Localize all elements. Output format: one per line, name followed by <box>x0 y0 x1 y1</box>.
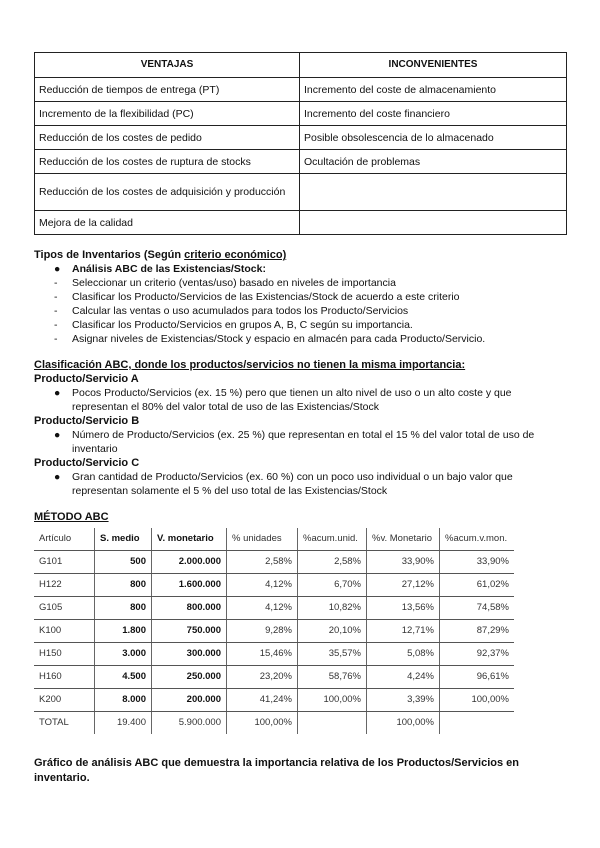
col-pct-acum-unid: %acum.unid. <box>298 528 367 551</box>
pct-acum-unid-cell: 6,70% <box>298 574 367 597</box>
clasificacion-section <box>34 358 566 498</box>
pct-acum-v-mon-cell: 33,90% <box>440 551 515 574</box>
s-medio-cell: 8.000 <box>95 689 152 712</box>
list-item: ● Número de Producto/Servicios (ex. 25 %) que representan en total el 15 % del valor total de uso de inventario <box>54 429 535 455</box>
pct-acum-unid-cell: 2,58% <box>298 551 367 574</box>
pct-v-monetario-cell: 5,08% <box>367 643 440 666</box>
pct-unidades-cell: 4,12% <box>227 597 298 620</box>
list-item: ● Pocos Producto/Servicios (ex. 15 %) pero que tienen un alto nivel de uso o un alto coste y que representan el 80% del valor total de uso de las Existencias/Stock <box>54 387 512 413</box>
list-item: - Asignar niveles de Existencias/Stock y espacio en almacén para cada Producto/Servicio. <box>54 333 486 345</box>
ventaja-cell: Reducción de los costes de pedido <box>35 126 300 150</box>
table-row <box>35 78 567 102</box>
inconveniente-cell <box>300 174 567 211</box>
chart-caption: Gráfico de análisis ABC que demuestra la importancia relativa de los Productos/Servicios en inventario. <box>34 757 519 784</box>
list-item: - Seleccionar un criterio (ventas/uso) basado en niveles de importancia <box>54 277 396 289</box>
pct-acum-v-mon-cell: 92,37% <box>440 643 515 666</box>
pct-v-monetario-cell: 4,24% <box>367 666 440 689</box>
ventaja-cell: Reducción de los costes de ruptura de stocks <box>35 150 300 174</box>
group-a-title: Producto/Servicio A <box>34 373 139 385</box>
metodo-section <box>34 510 566 734</box>
v-monetario-cell: 200.000 <box>152 689 227 712</box>
s-medio-cell: 500 <box>95 551 152 574</box>
articulo-cell: H160 <box>34 666 95 689</box>
articulo-cell: K200 <box>34 689 95 712</box>
v-monetario-cell: 800.000 <box>152 597 227 620</box>
pct-acum-v-mon-cell: 61,02% <box>440 574 515 597</box>
pct-acum-v-mon-cell: 96,61% <box>440 666 515 689</box>
metodo-heading: MÉTODO ABC <box>34 511 109 523</box>
group-a-list <box>34 386 566 414</box>
group-b-title: Producto/Servicio B <box>34 415 140 427</box>
tipos-heading: Tipos de Inventarios (Según criterio económico) <box>34 249 287 261</box>
bullet-icon: ● <box>54 387 61 399</box>
pct-v-monetario-cell: 13,56% <box>367 597 440 620</box>
table-header-row <box>34 528 514 551</box>
s-medio-cell: 4.500 <box>95 666 152 689</box>
abc-method-table <box>34 528 514 734</box>
s-medio-cell: 1.800 <box>95 620 152 643</box>
inconveniente-cell: Posible obsolescencia de lo almacenado <box>300 126 567 150</box>
total-s-medio: 19.400 <box>95 712 152 735</box>
pct-acum-unid-cell: 20,10% <box>298 620 367 643</box>
articulo-cell: G101 <box>34 551 95 574</box>
pct-unidades-cell: 2,58% <box>227 551 298 574</box>
group-b-list <box>34 428 566 456</box>
pct-acum-unid-cell: 10,82% <box>298 597 367 620</box>
pct-acum-v-mon-cell: 87,29% <box>440 620 515 643</box>
dash-icon: - <box>54 291 58 303</box>
clasificacion-heading: Clasificación ABC, donde los productos/servicios no tienen la misma importancia: <box>34 359 466 371</box>
s-medio-cell: 3.000 <box>95 643 152 666</box>
dash-icon: - <box>54 333 58 345</box>
group-c-title: Producto/Servicio C <box>34 457 140 469</box>
pct-unidades-cell: 23,20% <box>227 666 298 689</box>
v-monetario-cell: 300.000 <box>152 643 227 666</box>
header-ventajas: VENTAJAS <box>35 53 300 78</box>
tipos-section <box>34 248 566 346</box>
table-row <box>35 174 567 211</box>
list-item: - Calcular las ventas o uso acumulados para todos los Producto/Servicios <box>54 305 409 317</box>
pct-acum-v-mon-cell: 100,00% <box>440 689 515 712</box>
inconveniente-cell: Incremento del coste financiero <box>300 102 567 126</box>
list-item: ● Análisis ABC de las Existencias/Stock: <box>54 263 266 275</box>
articulo-cell: K100 <box>34 620 95 643</box>
table-row <box>35 211 567 235</box>
criterio-link-text: criterio económico) <box>184 249 287 261</box>
list-item: - Clasificar los Producto/Servicios de las Existencias/Stock de acuerdo a este criterio <box>54 291 460 303</box>
dash-icon: - <box>54 319 58 331</box>
group-c-list <box>34 470 566 498</box>
tipos-bullet-list <box>34 262 566 276</box>
list-item: ● Gran cantidad de Producto/Servicios (ex. 60 %) con un poco uso individual o un bajo valor que representan solamente el 5 % del uso total de las Existencias/Stock <box>54 471 513 497</box>
col-pct-v-monetario: %v. Monetario <box>367 528 440 551</box>
table-header-row <box>35 53 567 78</box>
dash-icon: - <box>54 277 58 289</box>
pct-unidades-cell: 41,24% <box>227 689 298 712</box>
pct-acum-unid-cell: 100,00% <box>298 689 367 712</box>
pct-v-monetario-cell: 33,90% <box>367 551 440 574</box>
advantages-disadvantages-table <box>34 52 567 235</box>
pct-acum-unid-cell: 58,76% <box>298 666 367 689</box>
total-pct-acum-v-mon <box>440 712 515 735</box>
col-v-monetario: V. monetario <box>152 528 227 551</box>
v-monetario-cell: 750.000 <box>152 620 227 643</box>
table-row <box>34 551 514 574</box>
v-monetario-cell: 250.000 <box>152 666 227 689</box>
table-row <box>35 102 567 126</box>
table-row <box>35 150 567 174</box>
v-monetario-cell: 2.000.000 <box>152 551 227 574</box>
bullet-icon: ● <box>54 429 61 441</box>
s-medio-cell: 800 <box>95 574 152 597</box>
total-row <box>34 712 514 735</box>
inconveniente-cell: Incremento del coste de almacenamiento <box>300 78 567 102</box>
list-item: - Clasificar los Producto/Servicios en grupos A, B, C según su importancia. <box>54 319 413 331</box>
dash-icon: - <box>54 305 58 317</box>
pct-unidades-cell: 9,28% <box>227 620 298 643</box>
table-row <box>34 574 514 597</box>
articulo-cell: H122 <box>34 574 95 597</box>
ventaja-cell: Mejora de la calidad <box>35 211 300 235</box>
table-row <box>34 689 514 712</box>
tipos-steps-list <box>34 276 566 346</box>
table-row <box>35 126 567 150</box>
bullet-icon: ● <box>54 471 61 483</box>
ventaja-cell: Reducción de los costes de adquisición y producción <box>35 174 300 211</box>
total-label: TOTAL <box>39 717 69 728</box>
table-row <box>34 597 514 620</box>
ventaja-cell: Reducción de tiempos de entrega (PT) <box>35 78 300 102</box>
document-page <box>34 52 566 797</box>
col-pct-acum-v-mon: %acum.v.mon. <box>440 528 515 551</box>
col-articulo: Artículo <box>34 528 95 551</box>
pct-acum-unid-cell: 35,57% <box>298 643 367 666</box>
pct-v-monetario-cell: 27,12% <box>367 574 440 597</box>
total-pct-v-monetario: 100,00% <box>367 712 440 735</box>
articulo-cell: H150 <box>34 643 95 666</box>
pct-unidades-cell: 15,46% <box>227 643 298 666</box>
table-row <box>34 666 514 689</box>
bullet-icon: ● <box>54 263 61 275</box>
inconveniente-cell <box>300 211 567 235</box>
v-monetario-cell: 1.600.000 <box>152 574 227 597</box>
total-v-monetario: 5.900.000 <box>152 712 227 735</box>
inconveniente-cell: Ocultación de problemas <box>300 150 567 174</box>
col-pct-unidades: % unidades <box>227 528 298 551</box>
s-medio-cell: 800 <box>95 597 152 620</box>
table-row <box>34 620 514 643</box>
pct-acum-v-mon-cell: 74,58% <box>440 597 515 620</box>
pct-unidades-cell: 4,12% <box>227 574 298 597</box>
col-s-medio: S. medio <box>95 528 152 551</box>
ventaja-cell: Incremento de la flexibilidad (PC) <box>35 102 300 126</box>
articulo-cell: G105 <box>34 597 95 620</box>
pct-v-monetario-cell: 3,39% <box>367 689 440 712</box>
header-inconvenientes: INCONVENIENTES <box>300 53 567 78</box>
total-pct-unidades: 100,00% <box>227 712 298 735</box>
total-pct-acum-unid <box>298 712 367 735</box>
pct-v-monetario-cell: 12,71% <box>367 620 440 643</box>
table-row <box>34 643 514 666</box>
